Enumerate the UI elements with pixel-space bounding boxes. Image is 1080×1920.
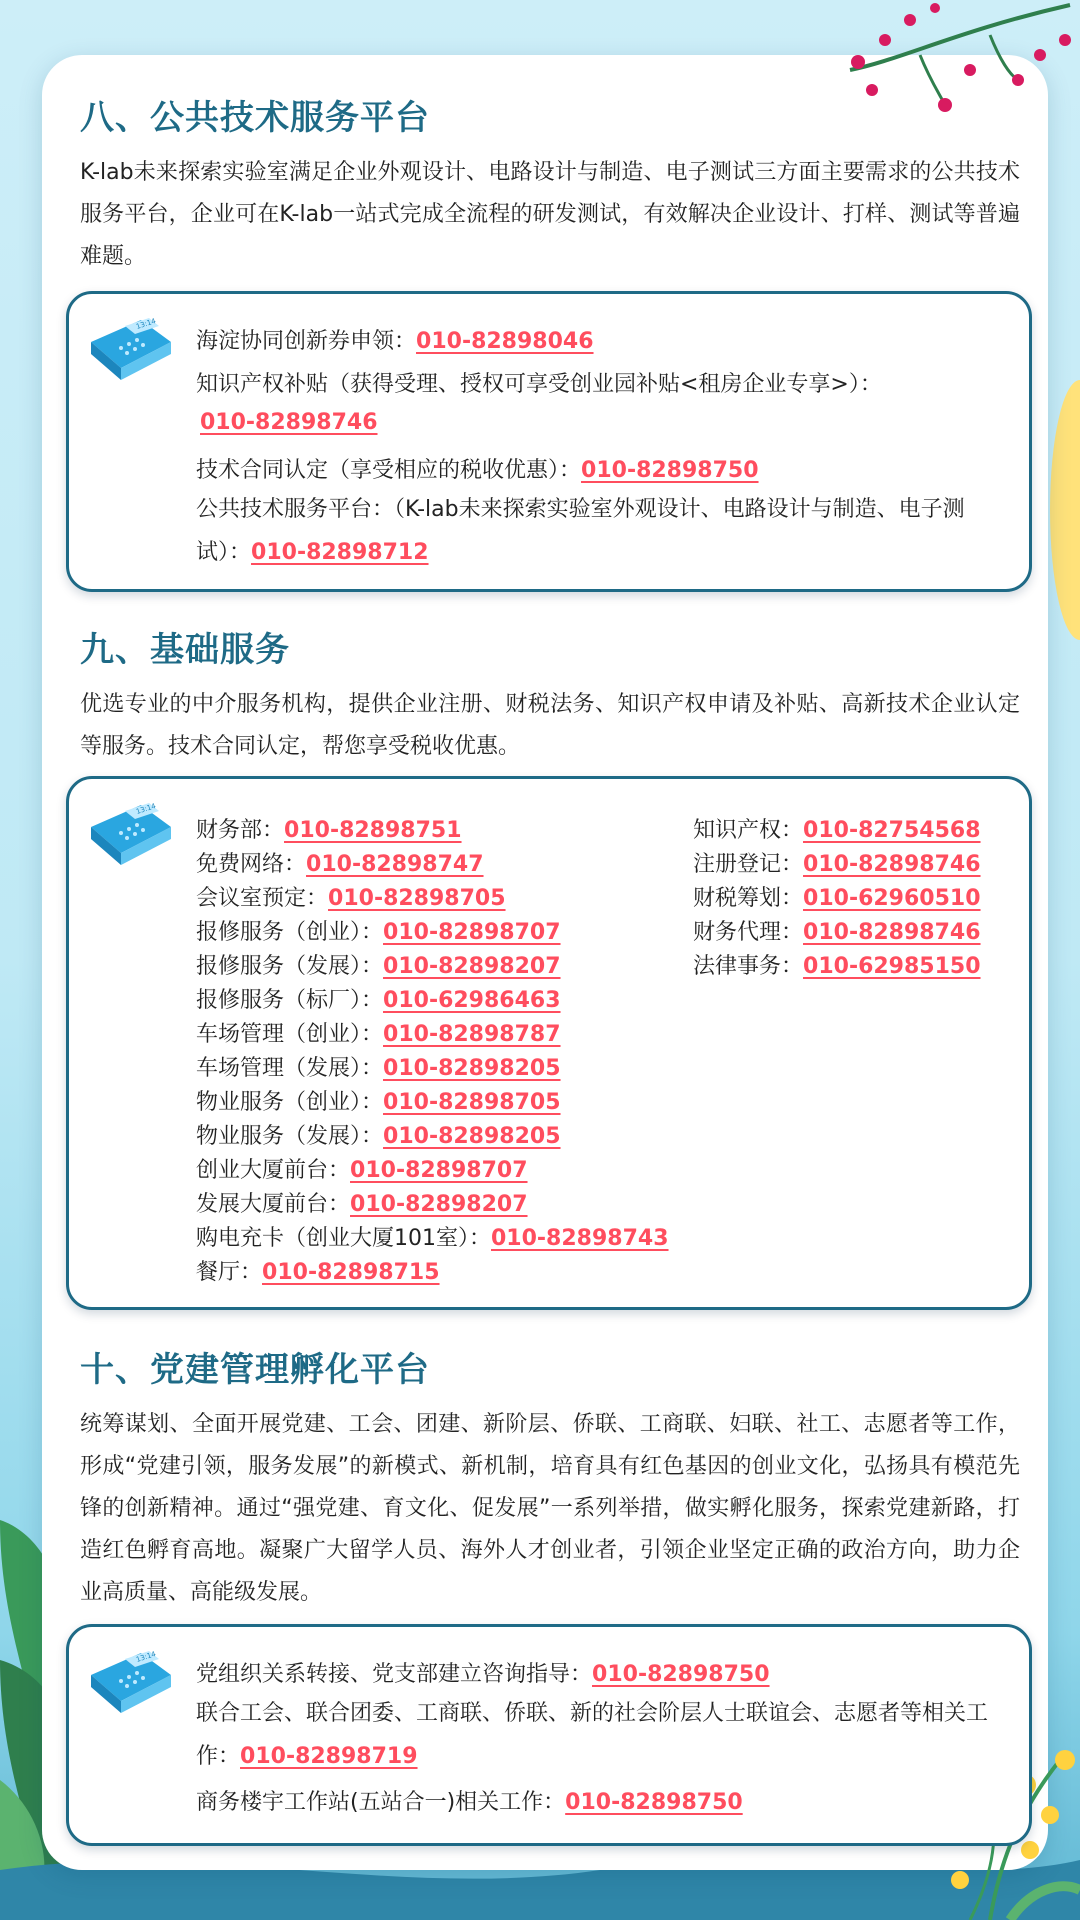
phone-number-link[interactable]: 010-82898207 <box>383 954 561 979</box>
phone-number-link[interactable]: 010-82898746 <box>803 920 981 945</box>
phone-number-link[interactable]: 010-82898205 <box>383 1056 561 1081</box>
contact-line <box>196 453 759 484</box>
contact-line <box>196 1017 561 1048</box>
contact-line <box>196 1187 528 1218</box>
contact-line <box>693 847 981 878</box>
contact-box-public-tech <box>66 291 1032 592</box>
contact-label: 会议室预定： <box>196 886 329 911</box>
contact-line <box>196 1785 743 1816</box>
telephone-icon <box>81 312 173 388</box>
phone-number-link[interactable]: 010-82898719 <box>240 1744 418 1769</box>
contact-line <box>196 983 561 1014</box>
contact-line <box>693 813 981 844</box>
phone-number-link[interactable]: 010-62985150 <box>803 954 981 979</box>
contact-line <box>196 1255 440 1286</box>
phone-number-link[interactable]: 010-82898743 <box>491 1226 669 1251</box>
contact-line <box>196 367 882 398</box>
phone-number-link[interactable]: 010-82898705 <box>328 886 506 911</box>
section-paragraph-basic-services: 优选专业的中介服务机构，提供企业注册、财税法务、知识产权申请及补贴、高新技术企业认定等服务。技术合同认定，帮您享受税收优惠。 <box>80 692 1020 759</box>
phone-number-link[interactable]: 010-82898787 <box>383 1022 561 1047</box>
contact-label: 财务代理： <box>693 920 804 945</box>
phone-number-link[interactable]: 010-82898715 <box>262 1260 440 1285</box>
contact-label: 注册登记： <box>693 852 804 877</box>
contact-line <box>196 324 594 355</box>
contact-line <box>200 410 378 435</box>
phone-number-link[interactable]: 010-82898746 <box>200 410 378 435</box>
phone-number-link[interactable]: 010-82898751 <box>284 818 462 843</box>
phone-number-link[interactable]: 010-82898046 <box>416 329 594 354</box>
contact-label: 免费网络： <box>196 852 307 877</box>
contact-label: 联合工会、联合团委、工商联、侨联、新的社会阶层人士联谊会、志愿者等相关工作： <box>196 1701 989 1769</box>
telephone-icon <box>81 1645 173 1721</box>
contact-label: 报修服务（标厂）： <box>196 988 384 1013</box>
contact-label: 知识产权补贴（获得受理、授权可享受创业园补贴<租房企业专享>）： <box>196 372 882 397</box>
contact-line <box>196 881 506 912</box>
contact-line <box>196 1085 561 1116</box>
contact-label: 海淀协同创新券申领： <box>196 329 417 354</box>
contact-line <box>196 1051 561 1082</box>
contact-box-basic-services <box>66 776 1032 1310</box>
contact-line <box>196 949 561 980</box>
phone-number-link[interactable]: 010-82898750 <box>581 458 759 483</box>
section-paragraph-party-building: 统筹谋划、全面开展党建、工会、团建、新阶层、侨联、工商联、妇联、社工、志愿者等工作，形成“党建引领，服务发展”的新模式、新机制，培育具有红色基因的创业文化，弘扬具有模范先锋的创新精神。通过“强党建、育文化、促发展”一系列举措，做实孵化服务，探索党建新路，打造红色孵育高地。凝聚广大留学人员、海外人才创业者，引领企业坚定正确的政治方向，助力企业高质量、高能级发展。 <box>80 1412 1020 1605</box>
phone-number-link[interactable]: 010-62960510 <box>803 886 981 911</box>
contact-label: 财税筹划： <box>693 886 804 911</box>
phone-number-link[interactable]: 010-82898707 <box>383 920 561 945</box>
phone-screen-text: 13:14 <box>135 1650 157 1664</box>
contact-label: 餐厅： <box>196 1260 263 1285</box>
phone-number-link[interactable]: 010-82898747 <box>306 852 484 877</box>
contact-label: 商务楼宇工作站(五站合一)相关工作： <box>196 1790 566 1815</box>
contact-label: 报修服务（创业）： <box>196 920 384 945</box>
contact-line <box>693 949 981 980</box>
phone-number-link[interactable]: 010-82898205 <box>383 1124 561 1149</box>
phone-number-link[interactable]: 010-82898207 <box>350 1192 528 1217</box>
contact-label: 车场管理（发展）： <box>196 1056 384 1081</box>
section-title-public-tech-platform: 八、公共技术服务平台 <box>80 98 430 138</box>
contact-label: 公共技术服务平台：（K-lab未来探索实验室外观设计、电路设计与制造、电子测试）： <box>196 497 965 565</box>
phone-screen-text: 13:14 <box>135 317 157 331</box>
phone-number-link[interactable]: 010-82898746 <box>803 852 981 877</box>
contact-label: 物业服务（创业）： <box>196 1090 384 1115</box>
contact-label: 技术合同认定（享受相应的税收优惠）： <box>196 458 582 483</box>
contact-line <box>196 847 484 878</box>
contact-line <box>196 1692 1006 1778</box>
contact-label: 创业大厦前台： <box>196 1158 351 1183</box>
contact-line <box>196 488 1006 574</box>
contact-label: 知识产权： <box>693 818 804 843</box>
contact-box-party-building <box>66 1624 1032 1846</box>
contact-label: 报修服务（发展）： <box>196 954 384 979</box>
contact-label: 法律事务： <box>693 954 804 979</box>
contact-label: 党组织关系转接、党支部建立咨询指导： <box>196 1662 593 1687</box>
contact-label: 购电充卡（创业大厦101室）： <box>196 1226 491 1251</box>
contact-label: 发展大厦前台： <box>196 1192 351 1217</box>
contact-label: 车场管理（创业）： <box>196 1022 384 1047</box>
contact-line <box>196 813 462 844</box>
contact-line <box>196 915 561 946</box>
contact-line <box>196 1153 528 1184</box>
phone-number-link[interactable]: 010-62986463 <box>383 988 561 1013</box>
contact-line <box>196 1657 770 1688</box>
telephone-icon <box>81 797 173 873</box>
phone-number-link[interactable]: 010-82898712 <box>251 540 429 565</box>
contact-line <box>693 881 981 912</box>
section-title-basic-services: 九、基础服务 <box>80 630 290 670</box>
section-title-party-building: 十、党建管理孵化平台 <box>80 1350 430 1390</box>
contact-line <box>693 915 981 946</box>
contact-label: 物业服务（发展）： <box>196 1124 384 1149</box>
contact-label: 财务部： <box>196 818 285 843</box>
phone-number-link[interactable]: 010-82898707 <box>350 1158 528 1183</box>
phone-number-link[interactable]: 010-82754568 <box>803 818 981 843</box>
section-paragraph-public-tech-platform: K-lab未来探索实验室满足企业外观设计、电路设计与制造、电子测试三方面主要需求的公共技术服务平台，企业可在K-lab一站式完成全流程的研发测试，有效解决企业设计、打样、测试等普遍难题。 <box>80 160 1020 269</box>
phone-number-link[interactable]: 010-82898705 <box>383 1090 561 1115</box>
contact-line <box>196 1221 669 1252</box>
phone-number-link[interactable]: 010-82898750 <box>592 1662 770 1687</box>
contact-line <box>196 1119 561 1150</box>
phone-screen-text: 13:14 <box>135 802 157 816</box>
phone-number-link[interactable]: 010-82898750 <box>565 1790 743 1815</box>
